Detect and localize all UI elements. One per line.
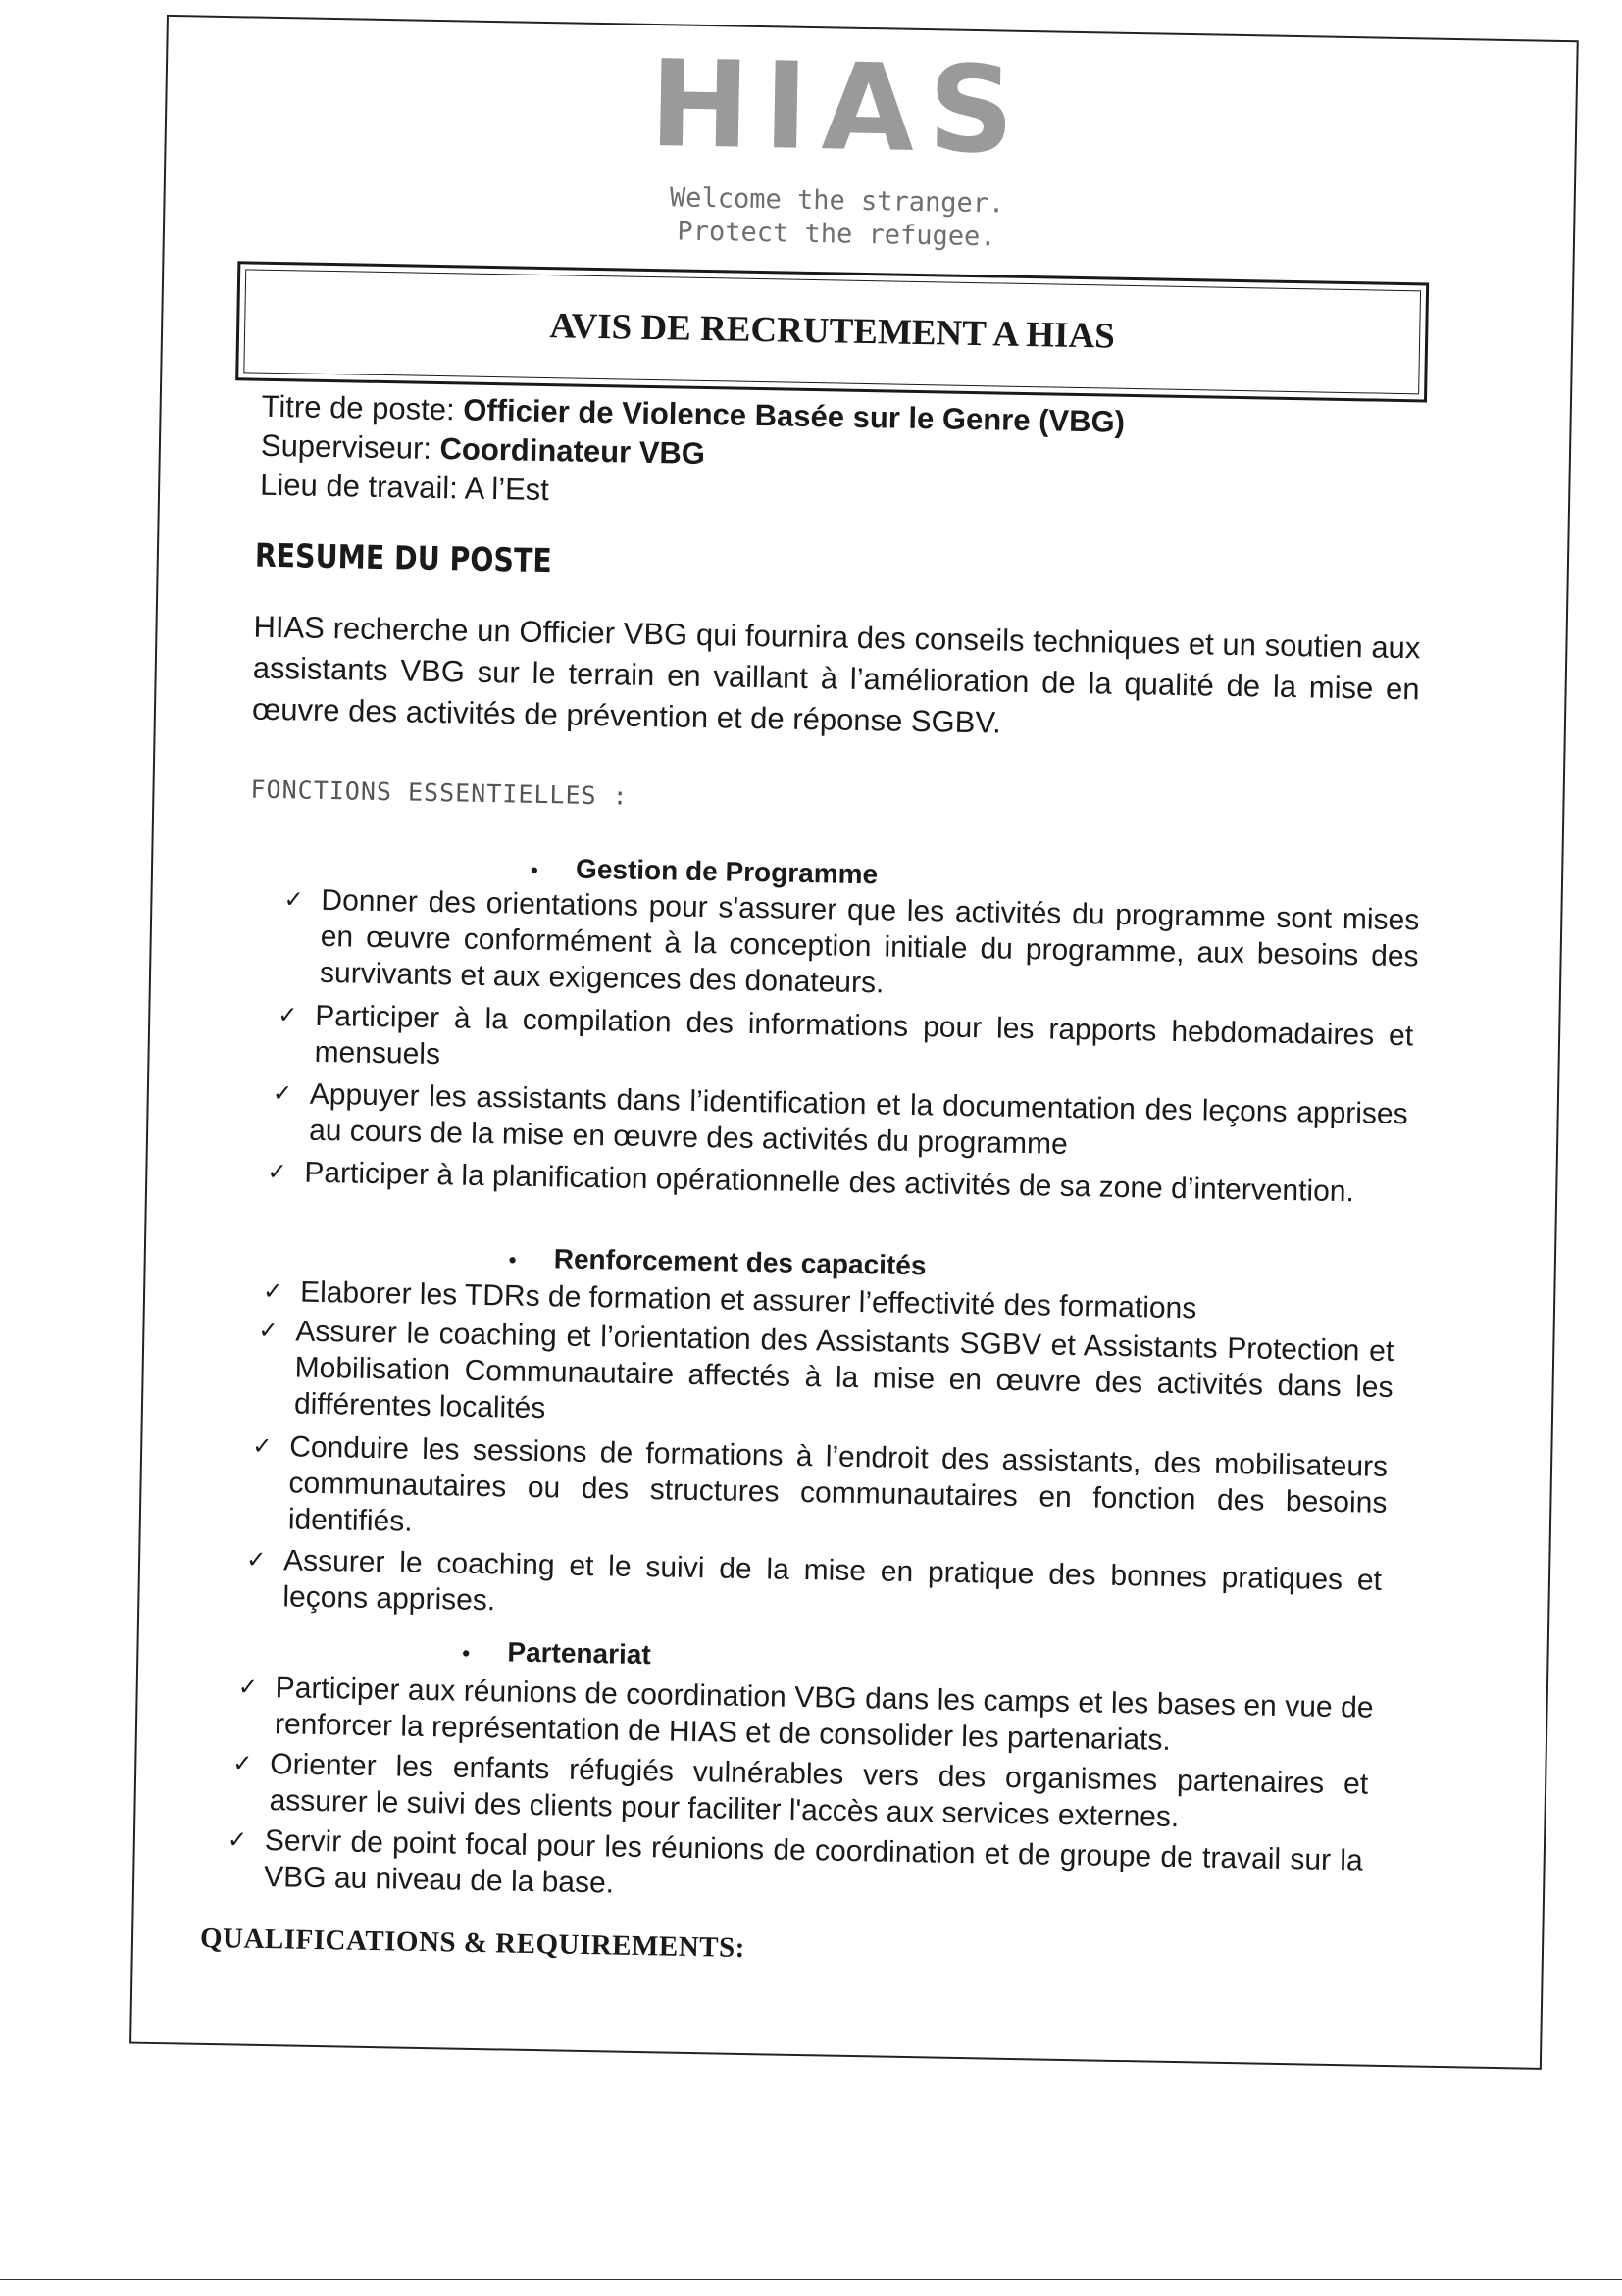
scan-edge-line — [0, 2279, 1622, 2280]
list-item-text: Participer à la planification opérationnelle des activités de sa zone d’intervention. — [304, 1156, 1355, 1209]
checkmark-icon: ✓ — [267, 1157, 287, 1186]
checkmark-icon: ✓ — [232, 1749, 253, 1777]
scanned-page — [78, 14, 1620, 2296]
list-item-text: Participer aux réunions de coordination VBG dans les camps et les bases en vue de renforcer la représentation de HIAS et de consolider les partenariats. — [274, 1672, 1374, 1757]
section-heading-label: Partenariat — [507, 1636, 652, 1671]
list-item-text: Participer à la compilation des informations pour les rapports hebdomadaires et mensuels — [314, 999, 1414, 1072]
title-banner — [235, 261, 1429, 402]
checkmark-icon: ✓ — [258, 1316, 279, 1345]
list-item-text: Servir de point focal pour les réunions de coordination et de groupe de travail sur la VBG au niveau de la base. — [263, 1824, 1363, 1900]
list-item-text: Conduire les sessions de formations à l’endroit des assistants, des mobilisateurs communautaires ou des structures communautaires en fonction des besoins identifiés. — [287, 1430, 1389, 1538]
section-heading-programme — [531, 853, 879, 890]
checkmark-icon: ✓ — [237, 1672, 259, 1701]
logo-tagline-1: Welcome the stranger. — [669, 182, 1005, 220]
bullet-icon: • — [530, 857, 538, 882]
list-item-text: Assurer le coaching et le suivi de la mise en pratique des bonnes pratiques et leçons apprises. — [282, 1544, 1383, 1618]
location-value: A l’Est — [464, 471, 550, 508]
job-info — [260, 387, 1125, 521]
job-title-value: Officier de Violence Basée sur le Genre (VBG) — [462, 392, 1126, 439]
list-item-text: Appuyer les assistants dans l’identification et la documentation des leçons apprises au cours de la mise en œuvre des activités du programme — [308, 1077, 1408, 1161]
supervisor-value: Coordinateur VBG — [439, 431, 706, 472]
checkmark-icon: ✓ — [283, 885, 304, 914]
section-heading-label: Gestion de Programme — [575, 853, 879, 890]
summary-paragraph: HIAS recherche un Officier VBG qui fournira des conseils techniques et un soutien aux assistants VBG sur le terrain en vaillant à l’amélioration de la qualité de la mise en œuvre des activités de prévention et de réponse SGBV. — [251, 609, 1421, 740]
list-item-text: Elaborer les TDRs de formation et assurer l’effectivité des formations — [299, 1275, 1197, 1325]
summary-title: RESUME DU POSTE — [254, 535, 553, 580]
functions-title: FONCTIONS ESSENTIELLES : — [250, 774, 629, 811]
bullet-icon: • — [508, 1247, 517, 1273]
checkmark-icon: ✓ — [278, 1001, 298, 1029]
section-heading-partnership — [462, 1636, 651, 1672]
checkmark-icon: ✓ — [251, 1431, 273, 1461]
checkmark-icon: ✓ — [272, 1079, 293, 1108]
location-label: Lieu de travail: — [259, 467, 466, 506]
hias-logo — [621, 33, 1055, 253]
list-item-text: Orienter les enfants réfugiés vulnérables vers des organismes partenaires et assurer le suivi des clients pour faciliter l'accès aux services externes. — [269, 1748, 1369, 1834]
checkmark-icon: ✓ — [227, 1825, 248, 1854]
list-item-text: Assurer le coaching et l’orientation des Assistants SGBV et Assistants Protection et Mobilisation Communautaire affectés à la mise en œuvre des activités dans les différentes localités — [293, 1315, 1394, 1425]
list-item-text: Donner des orientations pour s'assurer que les activités du programme sont mises en œuvre conformément à la conception initiale du programme, aux besoins des survivants et aux exigences des donateurs. — [319, 883, 1420, 1000]
bullet-icon: • — [462, 1640, 471, 1666]
list-item — [251, 1428, 1389, 1558]
list-item — [258, 1314, 1394, 1443]
section-heading-label: Renforcement des capacités — [553, 1243, 927, 1281]
qualifications-title: QUALIFICATIONS & REQUIREMENTS: — [199, 1922, 746, 1965]
supervisor-label: Superviseur: — [260, 427, 440, 467]
job-title-label: Titre de poste: — [261, 388, 464, 427]
logo-wordmark: HIAS — [648, 33, 1030, 180]
checkmark-icon: ✓ — [245, 1545, 267, 1573]
banner-title: AVIS DE RECRUTEMENT A HIAS — [549, 306, 1116, 357]
checkmark-icon: ✓ — [262, 1276, 283, 1306]
list-item — [283, 882, 1420, 1012]
logo-tagline-2: Protect the refugee. — [677, 216, 996, 253]
